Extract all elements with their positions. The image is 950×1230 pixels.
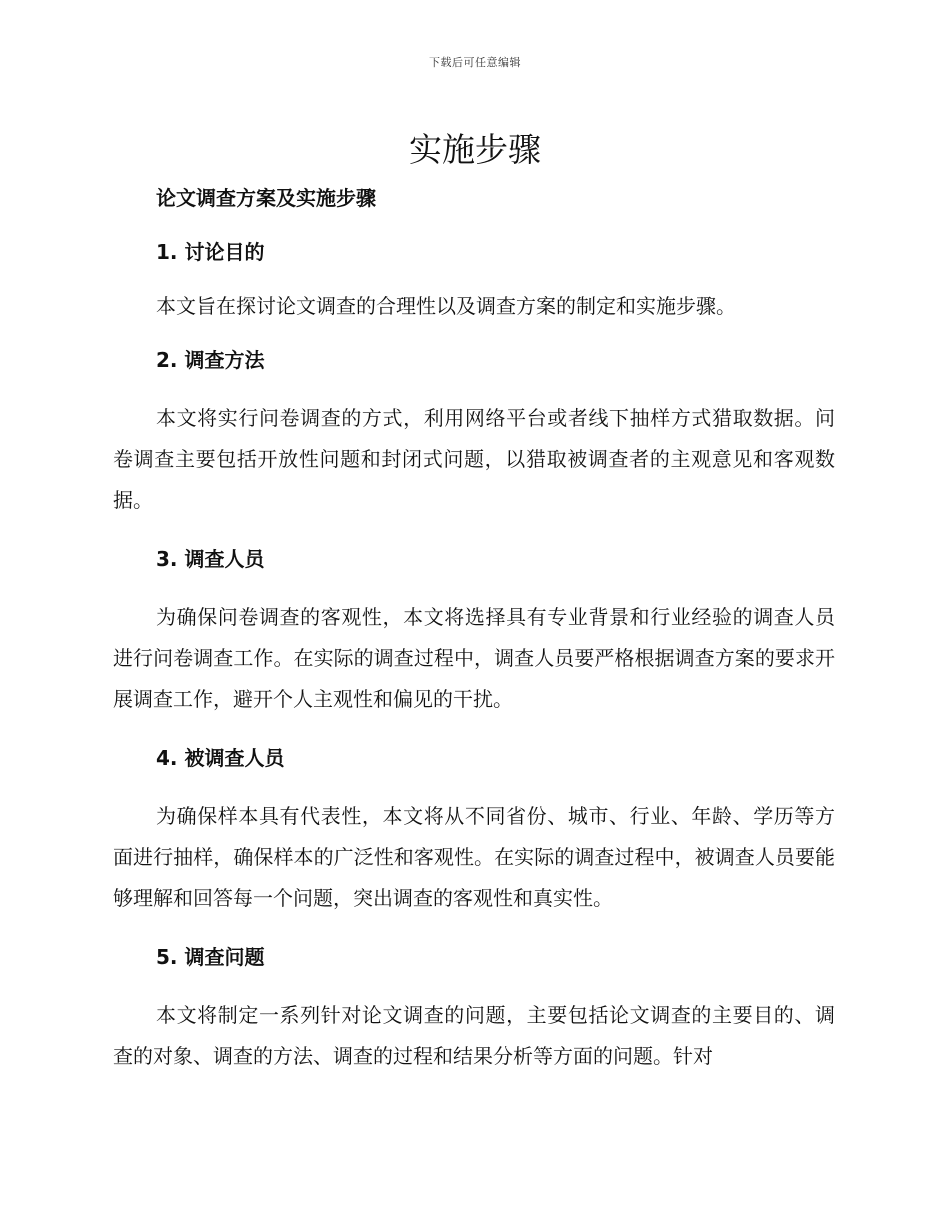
document-content <box>113 182 835 1077</box>
section-body: 本文将实行问卷调查的方式，利用网络平台或者线下抽样方式猎取数据。问卷调查主要包括开放性问题和封闭式问题，以猎取被调查者的主观意见和客观数据。 <box>113 406 835 512</box>
section-3 <box>113 543 835 720</box>
section-body: 为确保样本具有代表性，本文将从不同省份、城市、行业、年龄、学历等方面进行抽样，确保样本的广泛性和客观性。在实际的调查过程中，被调查人员要能够理解和回答每一个问题，突出调查的客观性和真实性。 <box>113 804 835 910</box>
section-4 <box>113 742 835 919</box>
document-subtitle: 论文调查方案及实施步骤 <box>156 186 376 210</box>
section-2 <box>113 344 835 521</box>
section-heading: 5. 调查问题 <box>156 945 265 969</box>
header-note: 下载后可任意编辑 <box>429 56 521 69</box>
section-heading: 1. 讨论目的 <box>156 240 265 264</box>
document-title: 实施步骤 <box>409 130 541 169</box>
section-body: 本文旨在探讨论文调查的合理性以及调查方案的制定和实施步骤。 <box>156 294 736 318</box>
section-body: 本文将制定一系列针对论文调查的问题，主要包括论文调查的主要目的、调查的对象、调查的方法、调查的过程和结果分析等方面的问题。针对 <box>113 1003 835 1068</box>
section-heading: 4. 被调查人员 <box>156 746 285 770</box>
section-body: 为确保问卷调查的客观性，本文将选择具有专业背景和行业经验的调查人员进行问卷调查工作。在实际的调查过程中，调查人员要严格根据调查方案的要求开展调查工作，避开个人主观性和偏见的干扰。 <box>113 605 835 711</box>
section-heading: 2. 调查方法 <box>156 348 265 372</box>
section-1 <box>113 236 835 322</box>
section-5 <box>113 941 835 1077</box>
section-heading: 3. 调查人员 <box>156 547 265 571</box>
